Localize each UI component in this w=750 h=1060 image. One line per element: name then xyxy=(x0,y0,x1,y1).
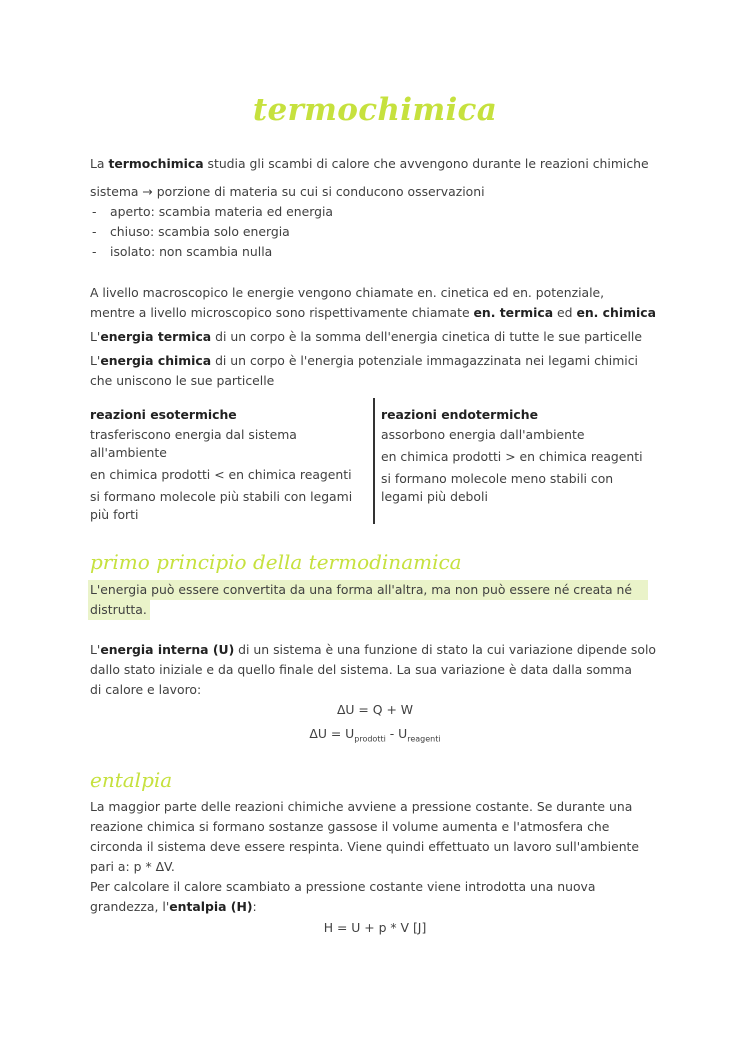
section-heading-entalpia: entalpia xyxy=(90,768,173,792)
sistema-definition: sistema → porzione di materia su cui si conducono osservazioni xyxy=(90,184,485,199)
entalpia-paragraph: La maggior parte delle reazioni chimiche avviene a pressione costante. Se durante una reazione chimica si formano sostanze gassose il volume aumenta e l'atmosfera che circonda il sistema deve essere respinta. Viene quindi effettuato un lavoro sull'ambiente pari a: p * ΔV. Per calcolare il calore scambiato a pressione costante viene introdotta una nuova grandezza, l'entalpia (H): xyxy=(90,799,640,914)
sistema-types-list xyxy=(90,202,670,262)
energia-termica-paragraph: L'energia termica di un corpo è la somma dell'energia cinetica di tutte le sue particelle xyxy=(90,329,642,344)
list-item: assorbono energia dall'ambiente xyxy=(381,427,585,442)
formula-entalpia: H = U + p * V [J] xyxy=(323,920,427,935)
list-item: en chimica prodotti < en chimica reagenti xyxy=(90,467,352,482)
list-item: - chiuso: scambia solo energia xyxy=(90,222,670,242)
list-item: - aperto: scambia materia ed energia xyxy=(90,202,670,222)
endotermiche-column xyxy=(381,406,661,510)
intro-paragraph: La termochimica studia gli scambi di calore che avvengono durante le reazioni chimiche xyxy=(90,156,649,171)
list-item: - isolato: non scambia nulla xyxy=(90,242,670,262)
esotermiche-heading: reazioni esotermiche xyxy=(90,407,237,422)
formula-delta-u-states: $\Delta U = U_{prodotti} - U_{reagenti}$ xyxy=(309,726,441,744)
formula-delta-u: ΔU = Q + W xyxy=(336,702,414,717)
energia-chimica-paragraph: L'energia chimica di un corpo è l'energia potenziale immagazzinata nei legami chimici che uniscono le sue particelle xyxy=(90,353,639,388)
primo-principio-statement: L'energia può essere convertita da una forma all'altra, ma non può essere né creata né distrutta. xyxy=(90,582,633,617)
endotermiche-heading: reazioni endotermiche xyxy=(381,407,539,422)
list-item: en chimica prodotti > en chimica reagenti xyxy=(381,449,643,464)
esotermiche-column xyxy=(90,406,370,528)
list-item: si formano molecole meno stabili con legami più deboli xyxy=(381,471,614,504)
column-divider xyxy=(373,398,375,524)
energia-interna-paragraph: L'energia interna (U) di un sistema è una funzione di stato la cui variazione dipende solo dallo stato iniziale e da quello finale del sistema. La sua variazione è data dalla somma di calore e lavoro: xyxy=(90,642,656,697)
list-item: trasferiscono energia dal sistema all'ambiente xyxy=(90,427,297,460)
page-title: termochimica xyxy=(252,92,498,128)
section-heading-primo-principio: primo principio della termodinamica xyxy=(90,550,462,574)
macro-paragraph: A livello macroscopico le energie vengono chiamate en. cinetica ed en. potenziale, mentre a livello microscopico sono rispettivamente chiamate en. termica ed en. chimica xyxy=(90,285,656,320)
term-termochimica: termochimica xyxy=(108,156,204,171)
list-item: si formano molecole più stabili con legami più forti xyxy=(90,489,353,522)
